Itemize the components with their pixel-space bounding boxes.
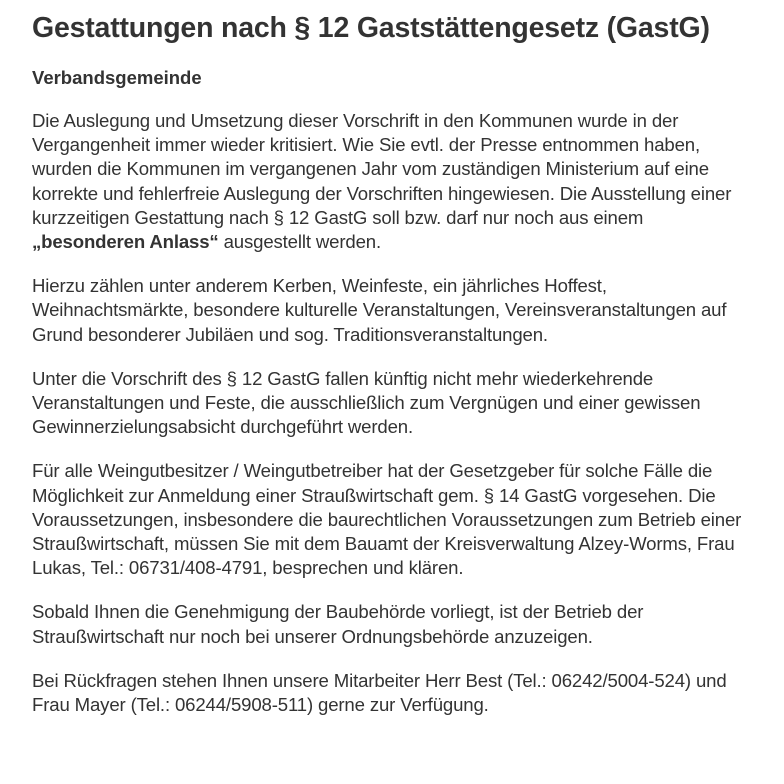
page-title: Gestattungen nach § 12 Gaststättengesetz (GastG) <box>32 12 710 44</box>
paragraph-exclusions: Unter die Vorschrift des § 12 GastG fallen künftig nicht mehr wiederkehrende Veranstaltungen und Feste, die ausschließlich zum Vergnügen und einer gewissen Gewinnerzielungsabsicht durchgeführt werden. <box>32 367 701 438</box>
section-subtitle: Verbandsgemeinde <box>32 67 202 88</box>
paragraph-examples: Hierzu zählen unter anderem Kerben, Weinfeste, ein jährliches Hoffest, Weihnachtsmärkte, besondere kulturelle Veranstaltungen, Vereinsveranstaltungen auf Grund besonderer Jubiläen und sog. Traditionsveranstaltungen. <box>32 275 727 345</box>
paragraph-intro <box>32 109 756 254</box>
paragraph-intro-emphasis: „besonderen Anlass“ <box>32 231 219 253</box>
paragraph-intro-text-start: Die Auslegung und Umsetzung dieser Vorschrift in den Kommunen wurde in der Vergangenheit immer wieder kritisiert. Wie Sie evtl. der Presse entnommen haben, wurden die Kommunen im vergangenen Jahr vom zuständigen Ministerium auf eine korrekte und fehlerfreie Auslegung der Vorschriften hingewiesen. Die Ausstellung einer kurzzeitigen Gestattung nach § 12 GastG soll bzw. darf nur noch aus einem <box>32 110 732 228</box>
paragraph-intro-text-end: ausgestellt werden. <box>218 231 381 253</box>
paragraph-contacts: Bei Rückfragen stehen Ihnen unsere Mitarbeiter Herr Best (Tel.: 06242/5004-524) und Frau Mayer (Tel.: 06244/5908-511) gerne zur Verfügung. <box>32 669 727 716</box>
paragraph-notification: Sobald Ihnen die Genehmigung der Baubehörde vorliegt, ist der Betrieb der Straußwirtschaft nur noch bei unserer Ordnungsbehörde anzuzeigen. <box>32 601 644 647</box>
paragraph-strausswirtschaft: Für alle Weingutbesitzer / Weingutbetreiber hat der Gesetzgeber für solche Fälle die Möglichkeit zur Anmeldung einer Straußwirtschaft gem. § 14 GastG vorgesehen. Die Voraussetzungen, insbesondere die baurechtlichen Voraussetzungen zum Betrieb einer Straußwirtschaft, müssen Sie mit dem Bauamt der Kreisverwaltung Alzey-Worms, Frau Lukas, Tel.: 06731/408-4791, besprechen und klären. <box>32 460 742 579</box>
